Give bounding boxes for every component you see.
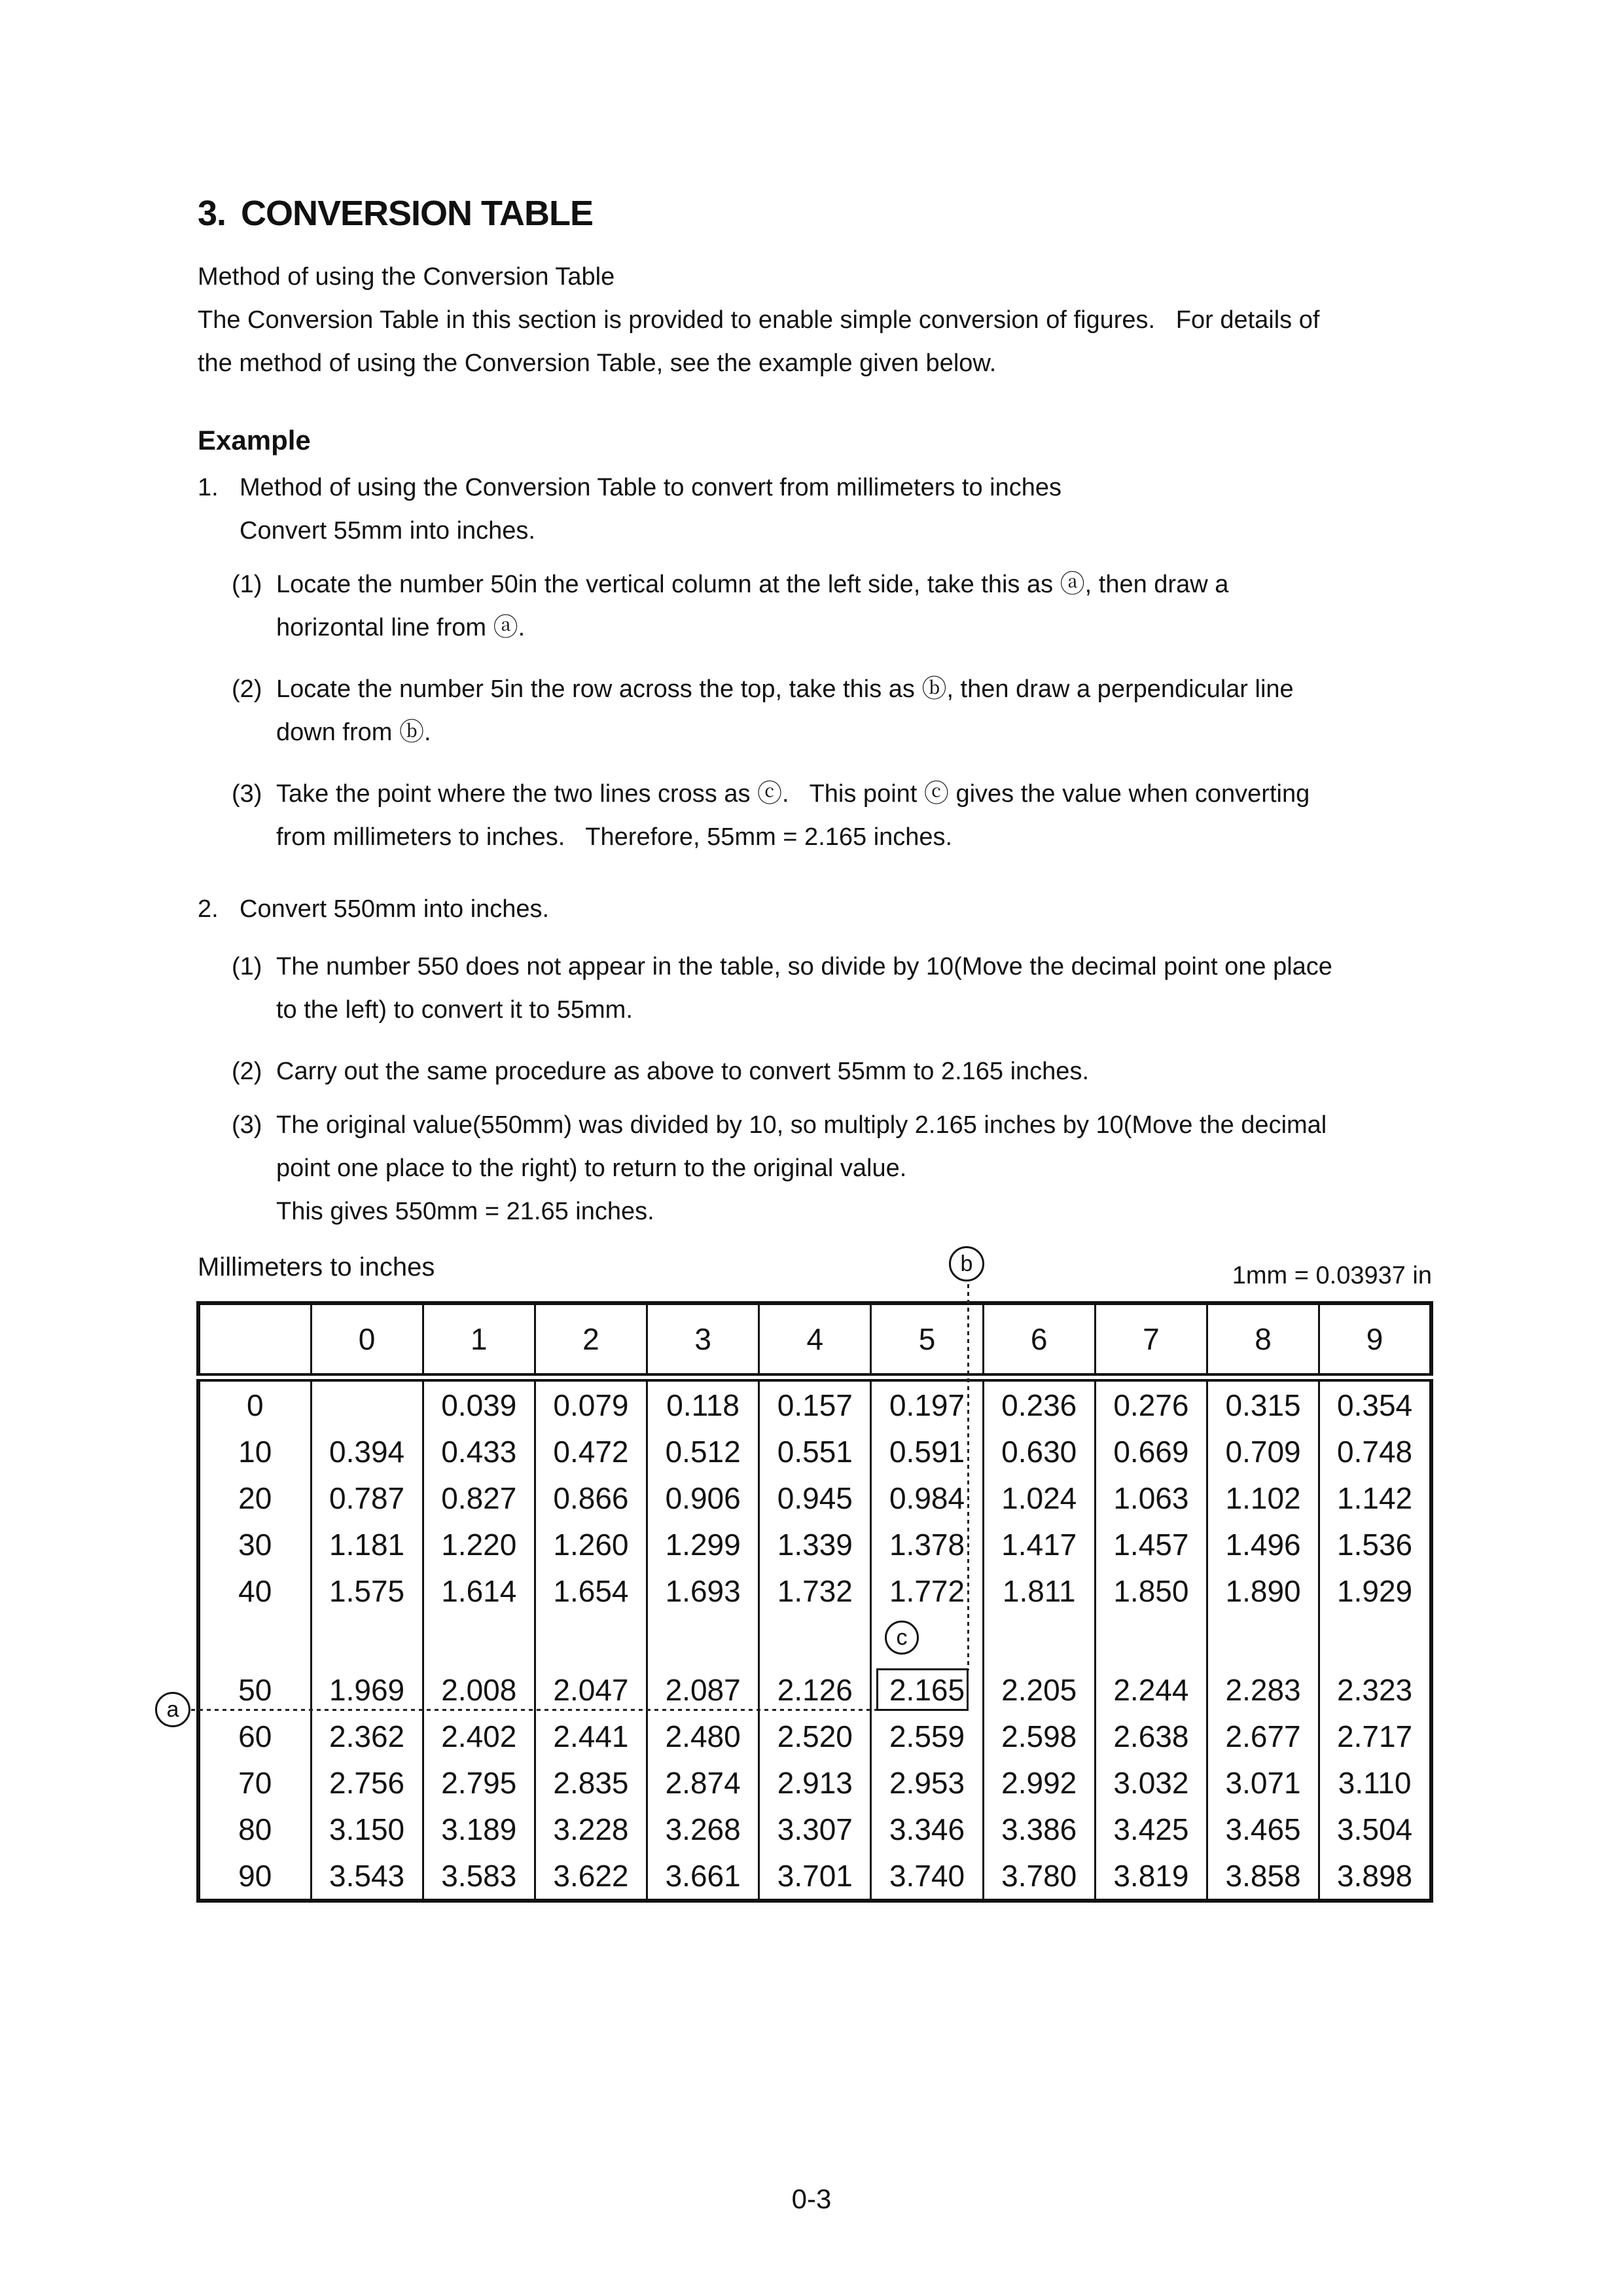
column-header-cell: 9 [1319, 1303, 1431, 1378]
spacer-cell [1207, 1614, 1319, 1666]
value-cell: 3.425 [1095, 1806, 1207, 1852]
item-line: Convert 55mm into inches. [240, 517, 535, 545]
step-body [276, 1103, 1433, 1233]
value-cell: 3.898 [1319, 1852, 1431, 1901]
step-line: This gives 550mm = 21.65 inches. [276, 1198, 654, 1225]
item-body [240, 888, 1433, 931]
step-line: The original value(550mm) was divided by 10, so multiply 2.165 inches by 10(Move the decimal [276, 1111, 1327, 1139]
value-cell: 3.858 [1207, 1852, 1319, 1901]
step-2-3 [232, 1103, 1433, 1233]
value-cell: 3.071 [1207, 1759, 1319, 1806]
value-cell: 0.433 [423, 1428, 535, 1475]
value-cell: 1.457 [1095, 1521, 1207, 1568]
spacer-cell [1095, 1614, 1207, 1666]
value-cell: 3.032 [1095, 1759, 1207, 1806]
row-label-cell: 60 [198, 1713, 311, 1759]
value-cell: 2.520 [759, 1713, 871, 1759]
section-title-text: CONVERSION TABLE [241, 194, 594, 233]
value-cell: 0.197 [871, 1378, 983, 1429]
page-body-text [198, 194, 1433, 1233]
value-cell: 3.110 [1319, 1759, 1431, 1806]
table-row [198, 1666, 1431, 1713]
value-cell: 0.039 [423, 1378, 535, 1429]
step-line: from millimeters to inches. Therefore, 55mm = 2.165 inches. [276, 823, 953, 851]
column-header-cell: 8 [1207, 1303, 1319, 1378]
value-cell: 2.756 [311, 1759, 423, 1806]
table-row [198, 1378, 1431, 1429]
step-body [276, 668, 1433, 754]
header-row [198, 1303, 1431, 1378]
value-cell: 1.575 [311, 1568, 423, 1614]
value-cell: 1.693 [647, 1568, 759, 1614]
spacer-cell [198, 1614, 311, 1666]
value-cell: 1.339 [759, 1521, 871, 1568]
spacer-row [198, 1614, 1431, 1666]
value-cell: 2.953 [871, 1759, 983, 1806]
value-cell: 2.992 [983, 1759, 1095, 1806]
value-cell: 0.512 [647, 1428, 759, 1475]
spacer-cell [1319, 1614, 1431, 1666]
value-cell: 1.260 [535, 1521, 647, 1568]
value-cell: 0.945 [759, 1475, 871, 1521]
column-header-cell [198, 1303, 311, 1378]
value-cell: 1.024 [983, 1475, 1095, 1521]
column-header-cell: 6 [983, 1303, 1095, 1378]
value-cell: 2.362 [311, 1713, 423, 1759]
value-cell: 1.102 [1207, 1475, 1319, 1521]
item-line: Convert 550mm into inches. [240, 895, 550, 923]
value-cell: 1.142 [1319, 1475, 1431, 1521]
row-label-cell: 0 [198, 1378, 311, 1429]
value-cell: 0.472 [535, 1428, 647, 1475]
step-label: (3) [232, 780, 262, 808]
column-header-cell: 2 [535, 1303, 647, 1378]
table-row [198, 1568, 1431, 1614]
spacer-cell [983, 1614, 1095, 1666]
row-label-cell: 80 [198, 1806, 311, 1852]
value-cell: 3.543 [311, 1852, 423, 1901]
value-cell: 3.740 [871, 1852, 983, 1901]
item-number: 2. [198, 895, 219, 923]
value-cell: 2.087 [647, 1666, 759, 1713]
section-number: 3. [198, 194, 226, 233]
value-cell: 2.795 [423, 1759, 535, 1806]
value-cell: 3.780 [983, 1852, 1095, 1901]
value-cell: 3.819 [1095, 1852, 1207, 1901]
value-cell: 0.315 [1207, 1378, 1319, 1429]
column-header-cell: 1 [423, 1303, 535, 1378]
intro-paragraph [198, 255, 1433, 385]
marker-c-circle: c [885, 1621, 919, 1655]
value-cell: 1.890 [1207, 1568, 1319, 1614]
step-label: (1) [232, 571, 262, 598]
value-cell [311, 1378, 423, 1429]
row-label-cell: 30 [198, 1521, 311, 1568]
value-cell: 3.661 [647, 1852, 759, 1901]
value-cell: 0.157 [759, 1378, 871, 1429]
table-header [198, 1303, 1431, 1378]
table-row [198, 1806, 1431, 1852]
value-cell: 0.866 [535, 1475, 647, 1521]
step-label: (2) [232, 675, 262, 703]
value-cell: 1.181 [311, 1521, 423, 1568]
step-body [276, 1050, 1433, 1093]
value-cell: 2.402 [423, 1713, 535, 1759]
value-cell: 2.047 [535, 1666, 647, 1713]
value-cell: 0.709 [1207, 1428, 1319, 1475]
step-body [276, 772, 1433, 859]
value-cell: 1.929 [1319, 1568, 1431, 1614]
value-cell: 1.772 [871, 1568, 983, 1614]
value-cell: 3.583 [423, 1852, 535, 1901]
value-cell: 2.598 [983, 1713, 1095, 1759]
intro-line: Method of using the Conversion Table [198, 263, 615, 291]
step-line: point one place to the right) to return to the original value. [276, 1155, 907, 1182]
row-label-cell: 70 [198, 1759, 311, 1806]
perpendicular-dashed-line [967, 1284, 969, 1670]
section-title [198, 194, 1433, 233]
table-row [198, 1475, 1431, 1521]
step-line: Carry out the same procedure as above to convert 55mm to 2.165 inches. [276, 1058, 1089, 1085]
item-body [240, 466, 1433, 552]
value-cell: 2.480 [647, 1713, 759, 1759]
row-label-cell: 40 [198, 1568, 311, 1614]
column-header-cell: 5 [871, 1303, 983, 1378]
value-cell: 3.465 [1207, 1806, 1319, 1852]
value-cell: 1.299 [647, 1521, 759, 1568]
value-cell: 2.441 [535, 1713, 647, 1759]
example-heading: Example [198, 425, 311, 456]
value-cell: 1.220 [423, 1521, 535, 1568]
value-cell: 3.228 [535, 1806, 647, 1852]
table-row [198, 1521, 1431, 1568]
value-cell: 3.346 [871, 1806, 983, 1852]
spacer-cell [423, 1614, 535, 1666]
row-label-cell: 90 [198, 1852, 311, 1901]
value-cell: 1.732 [759, 1568, 871, 1614]
value-cell: 3.307 [759, 1806, 871, 1852]
value-cell: 1.811 [983, 1568, 1095, 1614]
step-line: The number 550 does not appear in the table, so divide by 10(Move the decimal point one place [276, 953, 1332, 980]
step-line: Locate the number 5in the row across the top, take this as ⓑ, then draw a perpendicular line [276, 675, 1294, 703]
example-item-1 [198, 466, 1433, 552]
value-cell: 0.276 [1095, 1378, 1207, 1429]
value-cell: 1.496 [1207, 1521, 1319, 1568]
value-cell: 3.150 [311, 1806, 423, 1852]
step-body [276, 945, 1433, 1031]
value-cell: 1.063 [1095, 1475, 1207, 1521]
value-cell: 3.504 [1319, 1806, 1431, 1852]
table-row [198, 1852, 1431, 1901]
table-rows-bottom [198, 1666, 1431, 1901]
value-cell: 0.984 [871, 1475, 983, 1521]
value-cell: 3.386 [983, 1806, 1095, 1852]
row-label-cell: 10 [198, 1428, 311, 1475]
value-cell: 1.654 [535, 1568, 647, 1614]
value-cell: 1.614 [423, 1568, 535, 1614]
value-cell: 0.787 [311, 1475, 423, 1521]
value-cell: 3.622 [535, 1852, 647, 1901]
step-line: Locate the number 50in the vertical column at the left side, take this as ⓐ, then draw a [276, 571, 1229, 598]
value-cell: 3.268 [647, 1806, 759, 1852]
value-cell: 0.354 [1319, 1378, 1431, 1429]
unit-note: 1mm = 0.03937 in [1232, 1262, 1432, 1289]
intro-line: The Conversion Table in this section is provided to enable simple conversion of figures. For details of [198, 306, 1320, 334]
page-number: 0-3 [791, 2183, 832, 2214]
horizontal-dashed-line [191, 1709, 876, 1711]
value-cell: 2.677 [1207, 1713, 1319, 1759]
value-cell: 1.417 [983, 1521, 1095, 1568]
value-cell: 0.669 [1095, 1428, 1207, 1475]
value-cell: 2.205 [983, 1666, 1095, 1713]
value-cell: 2.913 [759, 1759, 871, 1806]
value-cell: 0.236 [983, 1378, 1095, 1429]
step-1-2 [232, 668, 1433, 754]
spacer-cell [311, 1614, 423, 1666]
column-header-cell: 7 [1095, 1303, 1207, 1378]
row-label-cell: 50 [198, 1666, 311, 1713]
spacer-cell [535, 1614, 647, 1666]
step-label: (1) [232, 953, 262, 980]
value-cell: 2.835 [535, 1759, 647, 1806]
step-label: (2) [232, 1058, 262, 1085]
result-highlight-box [876, 1668, 969, 1711]
step-line: horizontal line from ⓐ. [276, 614, 526, 641]
step-2-2 [232, 1050, 1433, 1093]
value-cell: 2.008 [423, 1666, 535, 1713]
step-1-3 [232, 772, 1433, 859]
value-cell: 2.126 [759, 1666, 871, 1713]
table-rows-top [198, 1378, 1431, 1615]
value-cell: 0.394 [311, 1428, 423, 1475]
table-row [198, 1759, 1431, 1806]
value-cell: 0.118 [647, 1378, 759, 1429]
value-cell: 0.827 [423, 1475, 535, 1521]
value-cell: 2.638 [1095, 1713, 1207, 1759]
item-number: 1. [198, 474, 219, 501]
column-header-cell: 0 [311, 1303, 423, 1378]
step-1-1 [232, 563, 1433, 649]
value-cell: 0.630 [983, 1428, 1095, 1475]
column-header-cell: 3 [647, 1303, 759, 1378]
item-line: Method of using the Conversion Table to convert from millimeters to inches [240, 474, 1062, 501]
step-label: (3) [232, 1111, 262, 1139]
table-caption: Millimeters to inches [198, 1253, 435, 1282]
value-cell: 1.378 [871, 1521, 983, 1568]
step-body [276, 563, 1433, 649]
value-cell: 2.323 [1319, 1666, 1431, 1713]
example-item-2 [198, 888, 1433, 931]
value-cell: 2.717 [1319, 1713, 1431, 1759]
row-label-cell: 20 [198, 1475, 311, 1521]
value-cell: 0.906 [647, 1475, 759, 1521]
value-cell: 3.189 [423, 1806, 535, 1852]
value-cell: 1.536 [1319, 1521, 1431, 1568]
value-cell: 2.559 [871, 1713, 983, 1759]
value-cell: 2.244 [1095, 1666, 1207, 1713]
spacer-cell [759, 1614, 871, 1666]
table-row [198, 1428, 1431, 1475]
value-cell: 0.079 [535, 1378, 647, 1429]
conversion-table [196, 1301, 1433, 1903]
intro-line: the method of using the Conversion Table, see the example given below. [198, 350, 997, 377]
step-line: Take the point where the two lines cross as ⓒ. This point ⓒ gives the value when converting [276, 780, 1310, 808]
value-cell: 1.969 [311, 1666, 423, 1713]
marker-b-circle: b [949, 1246, 984, 1282]
step-line: to the left) to convert it to 55mm. [276, 996, 633, 1024]
value-cell: 0.748 [1319, 1428, 1431, 1475]
value-cell: 0.551 [759, 1428, 871, 1475]
value-cell: 3.701 [759, 1852, 871, 1901]
step-2-1 [232, 945, 1433, 1031]
value-cell: 2.283 [1207, 1666, 1319, 1713]
column-header-cell: 4 [759, 1303, 871, 1378]
table-row [198, 1713, 1431, 1759]
value-cell: 0.591 [871, 1428, 983, 1475]
marker-a-circle: a [155, 1692, 190, 1727]
spacer-cell [647, 1614, 759, 1666]
step-line: down from ⓑ. [276, 719, 431, 746]
value-cell: 2.874 [647, 1759, 759, 1806]
value-cell: 2.165 [871, 1666, 983, 1713]
value-cell: 1.850 [1095, 1568, 1207, 1614]
table-gap [198, 1614, 1431, 1666]
